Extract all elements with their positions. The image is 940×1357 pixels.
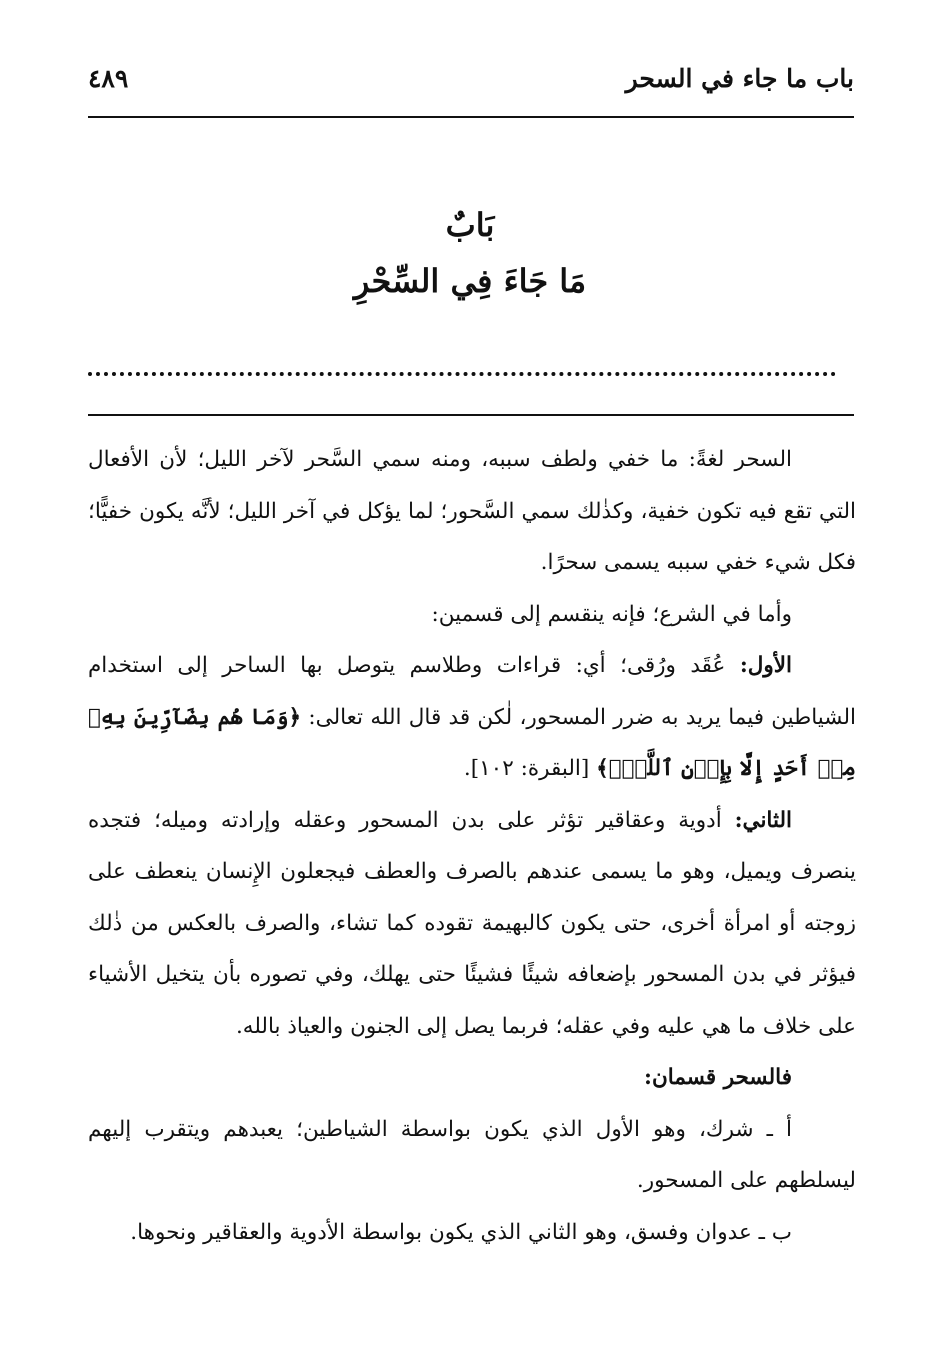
paragraph-kind-a: أ ـ شرك، وهو الأول الذي يكون بواسطة الشياطين؛ يعبدهم ويتقرب إليهم ليسلطهم على المسحور. — [88, 1116, 856, 1193]
paragraph-first-type — [88, 640, 856, 795]
verse-reference: [البقرة: ١٠٢]. — [463, 756, 597, 781]
second-type-term: الثاني: — [734, 807, 792, 833]
first-type-text: عُقَد ورُقى؛ أي: قراءات وطلاسم يتوصل بها الساحر إلى استخدام الشياطين فيما يريد به ضرر المسحور، لٰكن قد قال الله تعالى: — [88, 653, 857, 730]
header-rule — [88, 116, 854, 118]
paragraph-kind-b: ب ـ عدوان وفسق، وهو الثاني الذي يكون بواسطة الأدوية والعقاقير ونحوها. — [130, 1219, 792, 1245]
page-header — [88, 58, 854, 114]
commentary-text — [88, 434, 856, 1258]
paragraph-second-type — [88, 795, 856, 1053]
running-title: باب ما جاء في السحر — [625, 64, 854, 93]
page-number: ٤٨٩ — [88, 64, 129, 93]
paragraph-sharia: وأما في الشرع؛ فإنه ينقسم إلى قسمين: — [431, 601, 792, 627]
second-type-text: أدوية وعقاقير تؤثر على بدن المسحور وعقله وإرادته وميله؛ فتجده ينصرف ويميل، وهو ما يسمى عندهم بالصرف والعطف فيجعلون الإِنسان ينعطف على زوجته أو امرأة أخرى، حتى يكون كالبهيمة تقوده كما تشاء، والصرف بالعكس من ذٰلك فيؤثر في بدن المسحور بإضعافه شيئًا فشيئًا حتى يهلك، وفي تصوره بأن يتخيل الأشياء على خلاف ما هي عليه وفي عقله؛ فربما يصل إلى الجنون والعياذ بالله. — [88, 807, 856, 1039]
commentary-rule — [88, 414, 854, 416]
quran-verse: ﴿وَمَا هُم بِضَآرِّينَ بِهِۦ مِنۡ أَحَدٍ إِلَّا بِإِذۡنِ ٱللَّهِۚ﴾ — [88, 704, 856, 781]
dotted-separator — [88, 372, 836, 376]
paragraph-definition: السحر لغةً: ما خفي ولطف سببه، ومنه سمي السَّحر لآخر الليل؛ لأن الأفعال التي تقع فيه تكون خفية، وكذٰلك سمي السَّحور؛ لما يؤكل في آخر الليل؛ لأنَّه يكون خفيًّا؛ فكل شيء خفي سببه يسمى سحرًا. — [88, 447, 856, 575]
chapter-label: بَابٌ — [445, 206, 495, 244]
first-type-term: الأول: — [739, 653, 792, 678]
chapter-title: مَا جَاءَ فِي السِّحْرِ — [353, 262, 587, 300]
paragraph-two-kinds-heading: فالسحر قسمان: — [644, 1065, 792, 1090]
